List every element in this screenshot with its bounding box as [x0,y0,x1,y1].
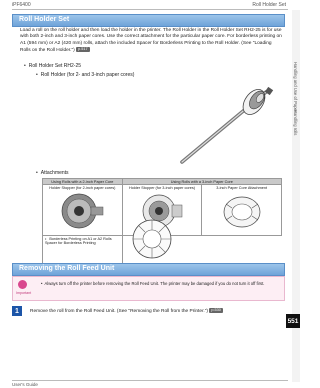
step-instruction: Remove the roll from the Roll Feed Unit. (See "Removing the Roll from the Printer.") [30,308,209,314]
caption-3inch-attachment: 3-inch Paper Core Attachment [216,186,268,190]
intro-paragraph [20,28,282,54]
sidebar-subcategory[interactable]: Handling rolls [293,110,298,136]
section-title: Roll Holder Set [19,16,70,23]
important-text: • Always turn off the printer before removing the Roll Feed Unit. The printer may be damaged if you do not turn it off first. [41,281,287,286]
page-header-section: Roll Holder Set [252,2,286,8]
section-heading-removing-roll-feed-unit [12,263,285,276]
intro-text: Load a roll on the roll holder and then load the holder in the printer. The Roll Holder in the Roll Holder Set RH2-25 is for use with both 2-inch and 3-inch paper cores. Use the correct attachment for the particular paper core. For borderless printing on A1 (594 mm) or A2 (420 mm) rolls, attach the included Spacer for Borderless Printing to the Roll Holder. (See "Loading Rolls on the Roll Holder.") [20,28,282,53]
section-title: Removing the Roll Feed Unit [19,265,115,272]
table-header-3inch: Using Rolls with a 3-inch Paper Core [122,179,281,185]
holder-stopper-2inch-image [45,190,121,230]
page-header-model: iPF6400 [12,2,31,8]
table-cell-3inch-attachment [202,185,282,236]
step-number-badge: 1 [12,306,22,316]
footer-rule [12,380,288,381]
page-number: 551 [286,314,300,328]
borderless-spacer-image [128,216,176,262]
section-heading-roll-holder-set [12,14,285,27]
header-rule [12,9,288,10]
important-icon [18,280,27,289]
footer-text: User's Guide [12,382,38,387]
bullet-roll-holder: • Roll Holder (for 2- and 3-inch paper cores) [36,72,134,78]
caption-3inch-stopper: Holder Stopper (for 3-inch paper cores) [128,186,196,190]
roll-holder-illustration [178,84,280,166]
caption-spacer: • Borderless Printing on A1 or A2 Rolls Spacer for Borderless Printing [45,237,112,245]
caption-2inch-stopper: Holder Stopper (for 2-inch paper cores) [49,186,116,190]
core-attachment-3inch-image [204,190,280,230]
important-note [12,276,285,301]
table-cell-2inch-stopper [43,185,123,236]
bullet-attachments: • Attachments [36,170,69,176]
page-ref-link[interactable]: p.517 [78,47,88,52]
sidebar-category[interactable]: Handling and Use of Paper [293,62,298,113]
table-header-2inch: Using Rolls with a 2-inch Paper Core [43,179,123,185]
step-page-ref-link[interactable]: p.530 [211,308,221,312]
bullet-roll-holder-set: • Roll Holder Set RH2-25 [24,63,81,69]
important-label: Important [16,291,32,295]
step-text [30,308,223,314]
